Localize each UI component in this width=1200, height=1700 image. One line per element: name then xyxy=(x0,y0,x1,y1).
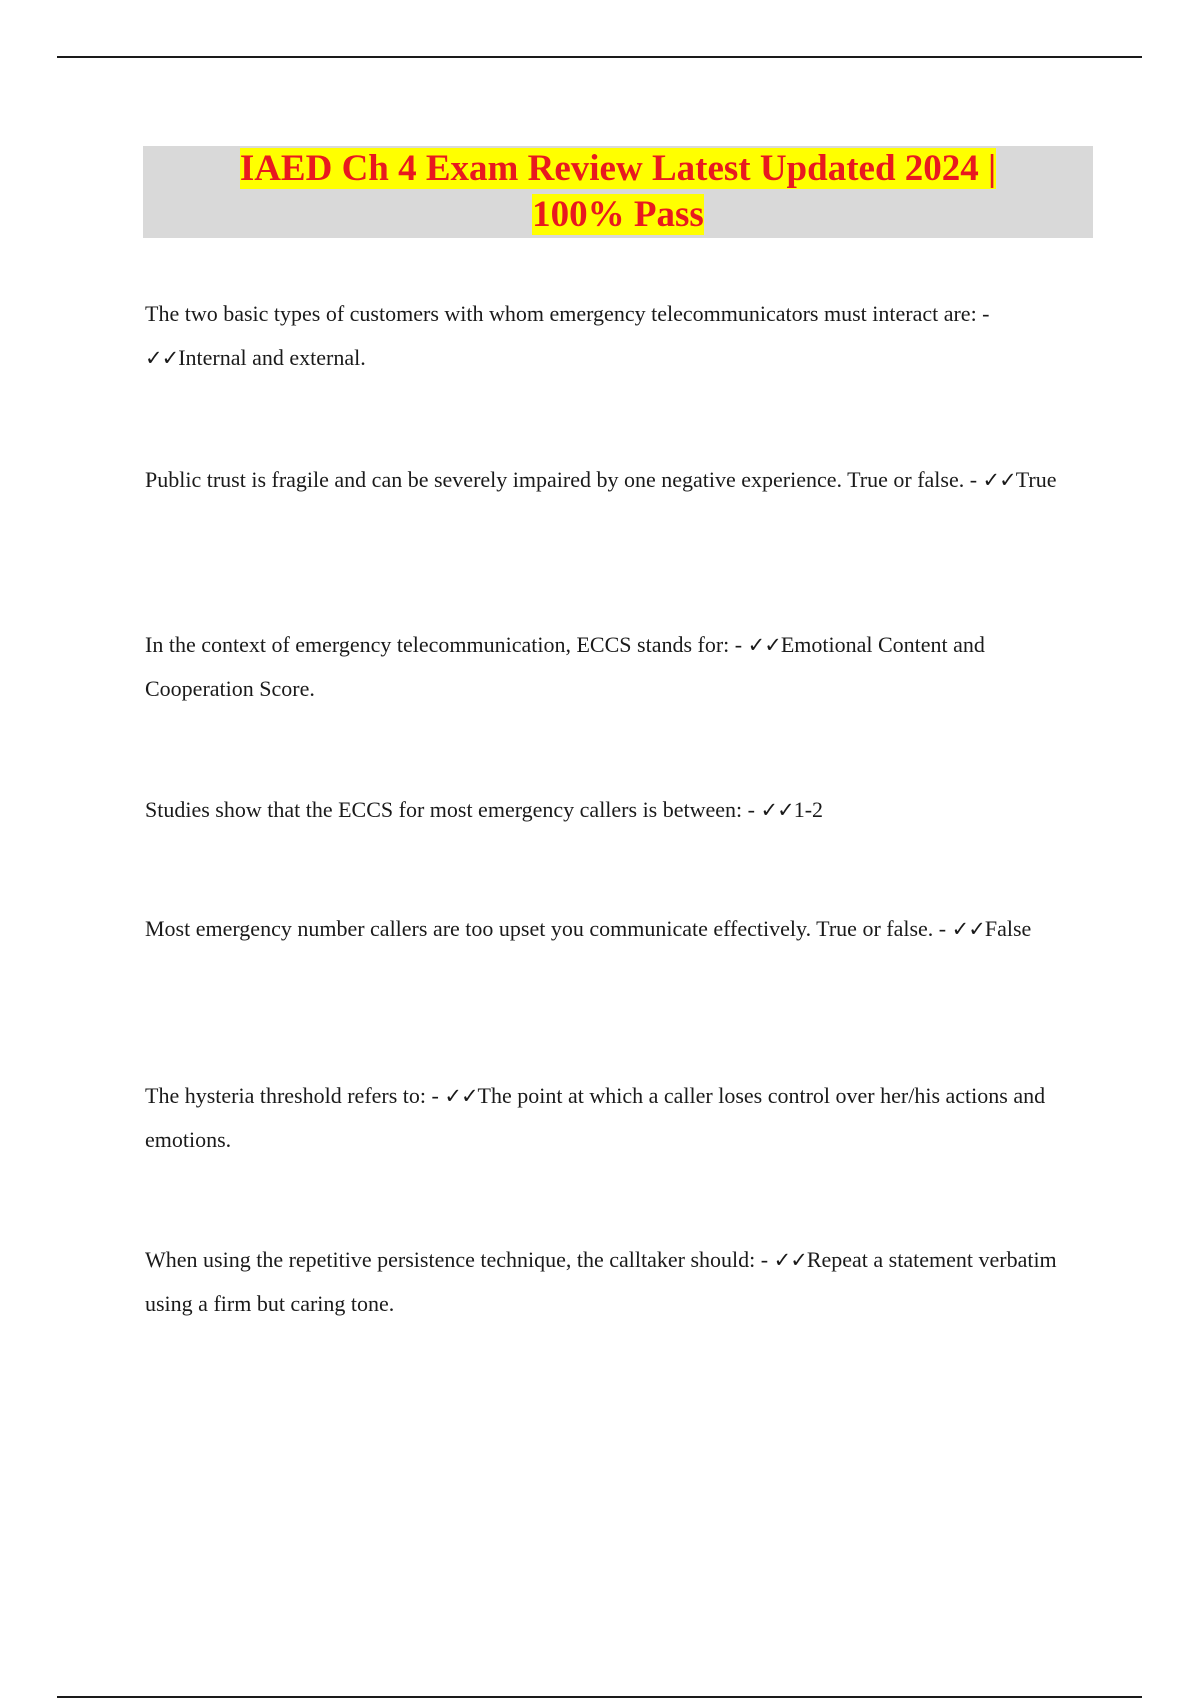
answer-text: True xyxy=(1015,467,1057,492)
question-text: Most emergency number callers are too upset you communicate effectively. True or false. - xyxy=(145,916,947,941)
qa-item xyxy=(145,623,1090,711)
qa-item xyxy=(145,788,1090,832)
question-text: Public trust is fragile and can be severely impaired by one negative experience. True or false. - xyxy=(145,467,978,492)
qa-item xyxy=(145,907,1090,951)
question-text: In the context of emergency telecommunication, ECCS stands for: - xyxy=(145,632,743,657)
qa-item xyxy=(145,1074,1090,1162)
answer-text: Internal and external. xyxy=(178,345,366,370)
question-text: Studies show that the ECCS for most emergency callers is between: - xyxy=(145,797,755,822)
question-text: The hysteria threshold refers to: - xyxy=(145,1083,439,1108)
double-check-icon: ✓✓ xyxy=(145,346,179,370)
question-text: The two basic types of customers with whom emergency telecommunicators must interact are: - xyxy=(145,301,990,326)
double-check-icon: ✓✓ xyxy=(444,1084,478,1108)
question-text: When using the repetitive persistence technique, the calltaker should: - xyxy=(145,1247,769,1272)
bottom-rule xyxy=(57,1696,1142,1698)
double-check-icon: ✓✓ xyxy=(773,1248,807,1272)
page-title xyxy=(188,146,1048,238)
double-check-icon: ✓✓ xyxy=(982,468,1016,492)
answer-text: Emotional Content and Cooperation Score. xyxy=(145,632,985,701)
double-check-icon: ✓✓ xyxy=(747,633,781,657)
double-check-icon: ✓✓ xyxy=(760,798,794,822)
qa-item xyxy=(145,458,1090,502)
qa-item xyxy=(145,292,1090,380)
answer-text: Repeat a statement verbatim using a firm but caring tone. xyxy=(145,1247,1057,1316)
answer-text: The point at which a caller loses control over her/his actions and emotions. xyxy=(145,1083,1046,1152)
answer-text: False xyxy=(984,916,1032,941)
title-banner xyxy=(143,146,1093,238)
top-rule xyxy=(57,56,1142,58)
page-title-line2: 100% Pass xyxy=(532,194,704,235)
answer-text: 1-2 xyxy=(793,797,824,822)
qa-item xyxy=(145,1238,1090,1326)
page-title-line1: IAED Ch 4 Exam Review Latest Updated 2024 | xyxy=(239,148,997,189)
double-check-icon: ✓✓ xyxy=(951,917,985,941)
